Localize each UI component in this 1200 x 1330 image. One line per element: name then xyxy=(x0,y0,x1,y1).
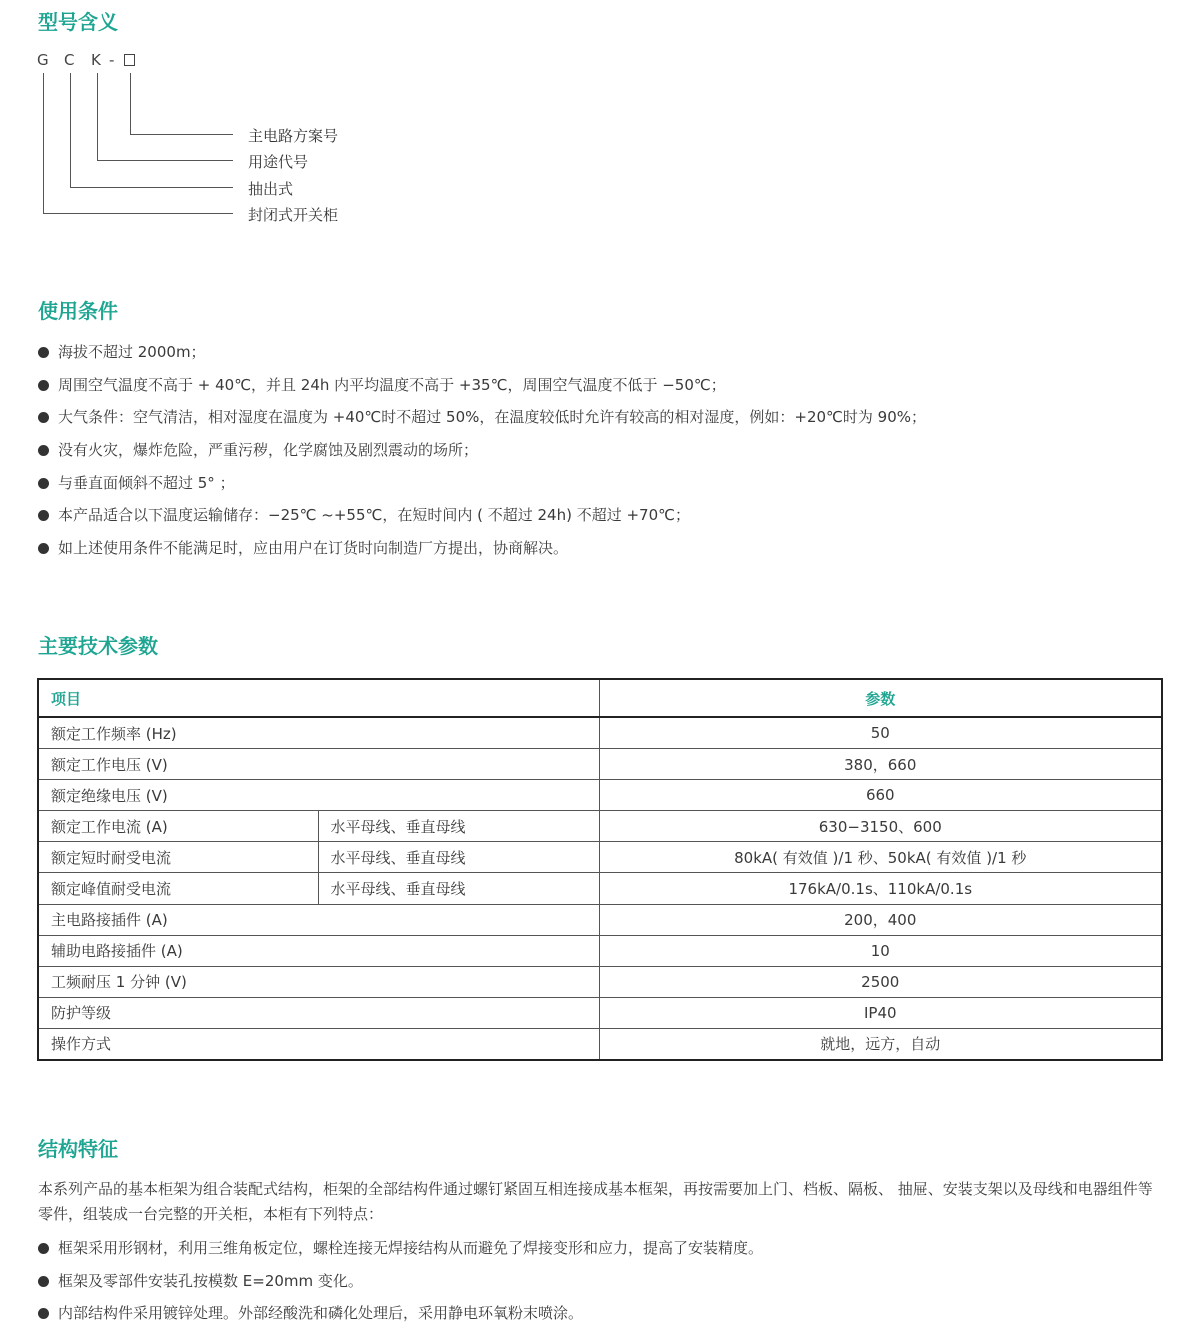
model-code-char-g: G xyxy=(37,51,49,69)
table-row xyxy=(38,780,1162,811)
cell-sub: 水平母线、垂直母线 xyxy=(318,811,599,842)
cell-value: 2500 xyxy=(599,966,1162,997)
list-item: 与垂直面倾斜不超过 5° ； xyxy=(38,467,926,500)
line-box xyxy=(131,73,234,135)
table-row xyxy=(38,749,1162,780)
model-label-enclosed: 封闭式开关柜 xyxy=(248,206,339,224)
header-item: 项目 xyxy=(38,679,599,717)
conditions-list xyxy=(38,336,926,565)
cell-item: 主电路接插件 (A) xyxy=(38,904,599,935)
cell-item: 操作方式 xyxy=(38,1028,599,1060)
list-item: 海拔不超过 2000m； xyxy=(38,336,926,369)
bullet-icon xyxy=(38,543,49,554)
list-item: 周围空气温度不高于 + 40℃，并且 24h 内平均温度不高于 +35℃，周围空气温度不低于 −50℃； xyxy=(38,369,926,402)
params-table xyxy=(37,678,1163,1061)
model-code-char-c: C xyxy=(64,51,75,69)
list-item: 框架采用形钢材，利用三维角板定位，螺栓连接无焊接结构从而避免了焊接变形和应力，提高了安装精度。 xyxy=(38,1232,763,1265)
table-row xyxy=(38,966,1162,997)
cell-value: 176kA/0.1s、110kA/0.1s xyxy=(599,873,1162,904)
table-row xyxy=(38,1028,1162,1060)
cell-item: 额定工作频率 (Hz) xyxy=(38,717,599,749)
model-code-char-k: K xyxy=(91,51,101,69)
bullet-icon xyxy=(38,445,49,456)
structure-list xyxy=(38,1232,763,1330)
bullet-icon xyxy=(38,1243,49,1254)
params-section-title: 主要技术参数 xyxy=(38,634,158,658)
table-row xyxy=(38,873,1162,904)
bullet-icon xyxy=(38,1308,49,1319)
cell-value: 80kA( 有效值 )/1 秒、50kA( 有效值 )/1 秒 xyxy=(599,842,1162,873)
list-item: 如上述使用条件不能满足时，应由用户在订货时向制造厂方提出，协商解决。 xyxy=(38,532,926,565)
bullet-icon xyxy=(38,380,49,391)
model-label-drawout: 抽出式 xyxy=(248,180,294,198)
bullet-icon xyxy=(38,1276,49,1287)
table-header-row xyxy=(38,679,1162,717)
model-section-title: 型号含义 xyxy=(38,10,118,34)
cell-item: 工频耐压 1 分钟 (V) xyxy=(38,966,599,997)
list-item: 内部结构件采用镀锌处理。外部经酸洗和磷化处理后，采用静电环氧粉末喷涂。 xyxy=(38,1297,763,1330)
line-g xyxy=(44,73,234,214)
table-row xyxy=(38,935,1162,966)
bullet-icon xyxy=(38,510,49,521)
cell-item: 辅助电路接插件 (A) xyxy=(38,935,599,966)
bullet-icon xyxy=(38,347,49,358)
cell-item: 额定工作电流 (A) xyxy=(38,811,318,842)
cell-item: 额定工作电压 (V) xyxy=(38,749,599,780)
model-diagram-lines xyxy=(0,0,240,230)
cell-value: 660 xyxy=(599,780,1162,811)
line-c xyxy=(71,73,234,188)
line-k xyxy=(98,73,234,161)
cell-value: 50 xyxy=(599,717,1162,749)
model-code-dash: - xyxy=(109,51,115,69)
model-label-scheme: 主电路方案号 xyxy=(248,127,339,145)
cell-sub: 水平母线、垂直母线 xyxy=(318,873,599,904)
structure-intro: 本系列产品的基本柜架为组合装配式结构，柜架的全部结构件通过螺钉紧固互相连接成基本框架，再按需要加上门、档板、隔板、 抽屉、安装支架以及母线和电器组件等零件，组装成一台完整的开关柜，本柜有下列特点： xyxy=(38,1180,1153,1223)
cell-value: 200，400 xyxy=(599,904,1162,935)
table-row xyxy=(38,997,1162,1028)
model-label-usage: 用途代号 xyxy=(248,153,309,171)
cell-value: 10 xyxy=(599,935,1162,966)
list-item: 框架及零部件安装孔按模数 E=20mm 变化。 xyxy=(38,1265,763,1298)
header-value: 参数 xyxy=(599,679,1162,717)
cell-value: 380，660 xyxy=(599,749,1162,780)
table-row xyxy=(38,904,1162,935)
list-item: 没有火灾，爆炸危险，严重污秽，化学腐蚀及剧烈震动的场所； xyxy=(38,434,926,467)
structure-section-title: 结构特征 xyxy=(38,1137,118,1161)
cell-item: 防护等级 xyxy=(38,997,599,1028)
list-item: 大气条件：空气清洁，相对湿度在温度为 +40℃时不超过 50%，在温度较低时允许有较高的相对湿度，例如：+20℃时为 90%； xyxy=(38,401,926,434)
table-row xyxy=(38,811,1162,842)
list-item: 本产品适合以下温度运输储存：−25℃ ~+55℃，在短时间内 ( 不超过 24h) 不超过 +70℃； xyxy=(38,499,926,532)
cell-item: 额定绝缘电压 (V) xyxy=(38,780,599,811)
cell-sub: 水平母线、垂直母线 xyxy=(318,842,599,873)
cell-value: IP40 xyxy=(599,997,1162,1028)
cell-item: 额定短时耐受电流 xyxy=(38,842,318,873)
cell-item: 额定峰值耐受电流 xyxy=(38,873,318,904)
table-row xyxy=(38,717,1162,749)
cell-value: 630−3150、600 xyxy=(599,811,1162,842)
table-row xyxy=(38,842,1162,873)
conditions-section-title: 使用条件 xyxy=(38,299,118,323)
cell-value: 就地，远方，自动 xyxy=(599,1028,1162,1060)
bullet-icon xyxy=(38,412,49,423)
bullet-icon xyxy=(38,478,49,489)
